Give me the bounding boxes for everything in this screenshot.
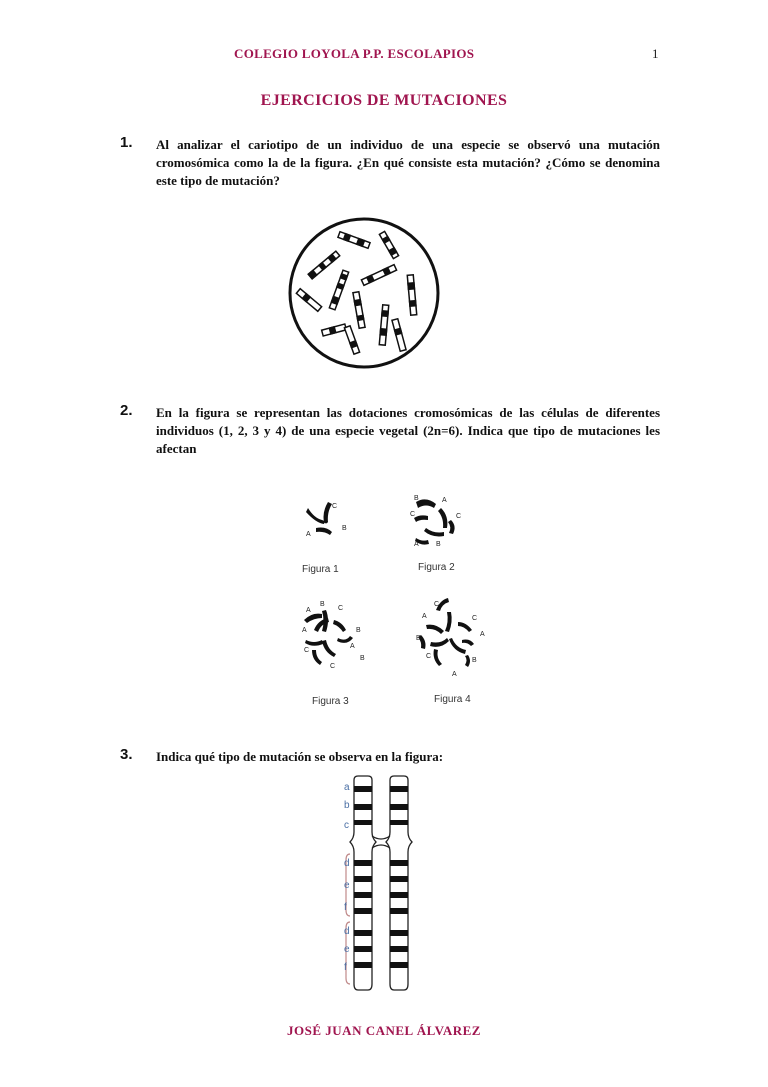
svg-text:A: A bbox=[452, 671, 457, 678]
svg-text:C: C bbox=[456, 513, 462, 520]
chromosome-sets-figure bbox=[276, 480, 520, 710]
svg-text:B: B bbox=[356, 627, 361, 634]
svg-text:C: C bbox=[304, 647, 310, 654]
question-number: 1. bbox=[120, 134, 133, 151]
svg-text:B: B bbox=[414, 495, 419, 502]
page-number: 1 bbox=[652, 46, 659, 61]
svg-text:C: C bbox=[330, 663, 336, 670]
band-label: c bbox=[344, 820, 349, 831]
svg-text:B: B bbox=[342, 525, 347, 532]
band-label: d bbox=[344, 926, 350, 937]
question-text: En la figura se representan las dotaciones cromosómicas de las células de diferentes individuos (1, 2, 3 y 4) de una especie vegetal (2n=6). Indica que tipo de mutaciones les afectan bbox=[156, 405, 660, 456]
figure-caption: Figura 4 bbox=[434, 694, 471, 705]
svg-text:C: C bbox=[410, 511, 416, 518]
band-label: b bbox=[344, 800, 350, 811]
band-label: d bbox=[344, 858, 350, 869]
svg-text:A: A bbox=[414, 541, 419, 548]
svg-text:C: C bbox=[338, 605, 344, 612]
question-1 bbox=[120, 136, 660, 190]
svg-text:A: A bbox=[350, 643, 355, 650]
svg-text:A: A bbox=[480, 631, 485, 638]
question-number: 2. bbox=[120, 402, 133, 419]
svg-text:C: C bbox=[332, 503, 338, 510]
figure-caption: Figura 3 bbox=[312, 696, 349, 707]
svg-text:A: A bbox=[306, 531, 311, 538]
figure-caption: Figura 1 bbox=[302, 564, 339, 575]
duplication-chromosome-figure bbox=[336, 772, 426, 994]
svg-text:C: C bbox=[426, 653, 432, 660]
question-number: 3. bbox=[120, 746, 133, 763]
svg-text:C: C bbox=[434, 601, 440, 608]
school-header: COLEGIO LOYOLA P.P. ESCOLAPIOS bbox=[234, 46, 475, 61]
svg-text:B: B bbox=[320, 601, 325, 608]
svg-text:A: A bbox=[302, 627, 307, 634]
svg-text:A: A bbox=[442, 497, 447, 504]
page-title: EJERCICIOS DE MUTACIONES bbox=[260, 92, 508, 109]
svg-text:B: B bbox=[472, 657, 477, 664]
svg-text:A: A bbox=[306, 607, 311, 614]
svg-text:A: A bbox=[422, 613, 427, 620]
band-label: f bbox=[344, 962, 347, 973]
karyotype-cell-figure bbox=[284, 210, 444, 375]
svg-text:C: C bbox=[472, 615, 478, 622]
band-label: e bbox=[344, 944, 350, 955]
author-footer: JOSÉ JUAN CANEL ÁLVAREZ bbox=[287, 1023, 481, 1038]
question-text: Indica qué tipo de mutación se observa en la figura: bbox=[156, 749, 444, 764]
svg-text:B: B bbox=[416, 635, 421, 642]
question-2 bbox=[120, 404, 660, 458]
svg-text:B: B bbox=[360, 655, 365, 662]
svg-text:B: B bbox=[436, 541, 441, 548]
band-label: a bbox=[344, 782, 350, 793]
figure-caption: Figura 2 bbox=[418, 562, 455, 573]
question-text: Al analizar el cariotipo de un individuo de una especie se observó una mutación cromosómica como la de la figura. ¿En qué consiste esta mutación? ¿Cómo se denomina este tipo de mutación? bbox=[156, 137, 660, 188]
question-3 bbox=[120, 748, 660, 766]
band-label: f bbox=[344, 902, 347, 913]
band-label: e bbox=[344, 880, 350, 891]
